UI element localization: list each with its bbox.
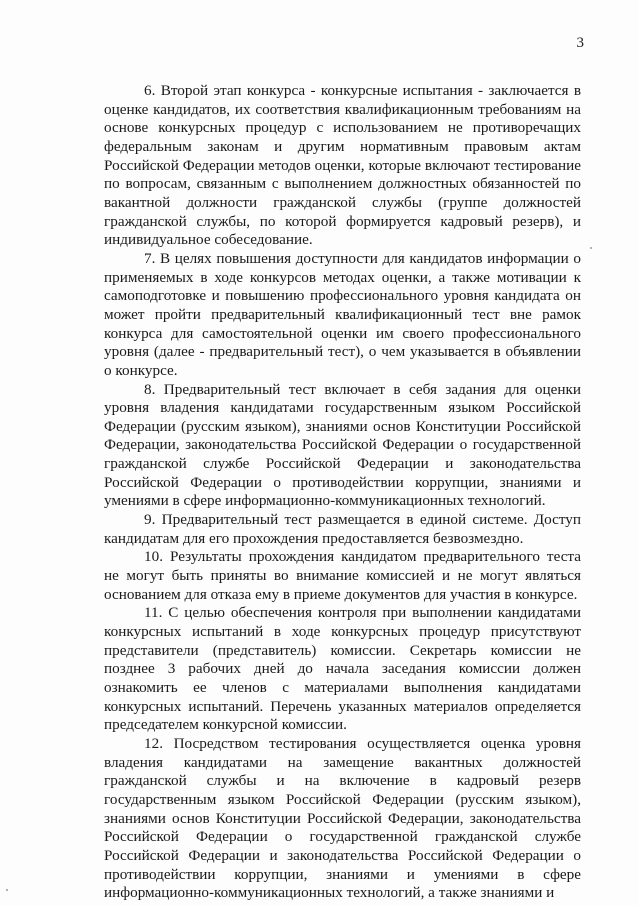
scan-speck xyxy=(6,889,8,891)
paragraph-7: 7. В целях повышения доступности для кандидатов информации о применяемых в ходе конкурсов методах оценки, а также мотивации к самоподготовке и повышению профессионального уровня кандидата он может пройти предварительный квалификационный тест вне рамок конкурса для самостоятельной оценки им своего профессионального уровня (далее - предварительный тест), о чем указывается в объявлении о конкурсе. xyxy=(104,249,581,379)
paragraph-6: 6. Второй этап конкурса - конкурсные испытания - заключается в оценке кандидатов, их соответствия квалификационным требованиям на основе конкурсных процедур с использованием не противоречащих федеральным законам и другим нормативным правовым актам Российской Федерации методов оценки, которые включают тестирование по вопросам, связанным с выполнением должностных обязанностей по вакантной должности гражданской службы (группе должностей гражданской службы, по которой формируется кадровый резерв), и индивидуальное собеседование. xyxy=(104,82,581,249)
scan-speck xyxy=(590,247,592,249)
paragraph-12: 12. Посредством тестирования осуществляется оценка уровня владения кандидатами на замещение вакантных должностей гражданской службы и на включение в кадровый резерв государственным языком Российской Федерации (русским языком), знаниями основ Конституции Российской Федерации, законодательства Российской Федерации о государственной гражданской службе Российской Федерации и законодательства Российской Федерации о противодействии коррупции, знаниями и умениями в сфере информационно-коммуникационных технологий, а также знаниями и xyxy=(104,734,581,902)
document-body xyxy=(104,82,581,903)
paragraph-10: 10. Результаты прохождения кандидатом предварительного теста не могут быть приняты во внимание комиссией и не могут являться основанием для отказа ему в приеме документов для участия в конкурсе. xyxy=(104,548,581,603)
paragraph-11: 11. С целью обеспечения контроля при выполнении кандидатами конкурсных испытаний в ходе конкурсных процедур присутствуют представители (представитель) комиссии. Секретарь комиссии не позднее 3 рабочих дней до начала заседания комиссии должен ознакомить ее членов с материалами выполнения кандидатами конкурсных испытаний. Перечень указанных материалов определяется председателем конкурсной комиссии. xyxy=(104,604,581,734)
paragraph-9: 9. Предварительный тест размещается в единой системе. Доступ кандидатам для его прохождения предоставляется безвозмездно. xyxy=(104,511,581,547)
paragraph-8: 8. Предварительный тест включает в себя задания для оценки уровня владения кандидатами государственным языком Российской Федерации (русским языком), знаниями основ Конституции Российской Федерации, законодательства Российской Федерации о государственной гражданской службе Российской Федерации и законодательства Российской Федерации о противодействии коррупции, знаниями и умениями в сфере информационно-коммуникационных технологий. xyxy=(104,380,581,510)
page-number: 3 xyxy=(576,35,584,51)
